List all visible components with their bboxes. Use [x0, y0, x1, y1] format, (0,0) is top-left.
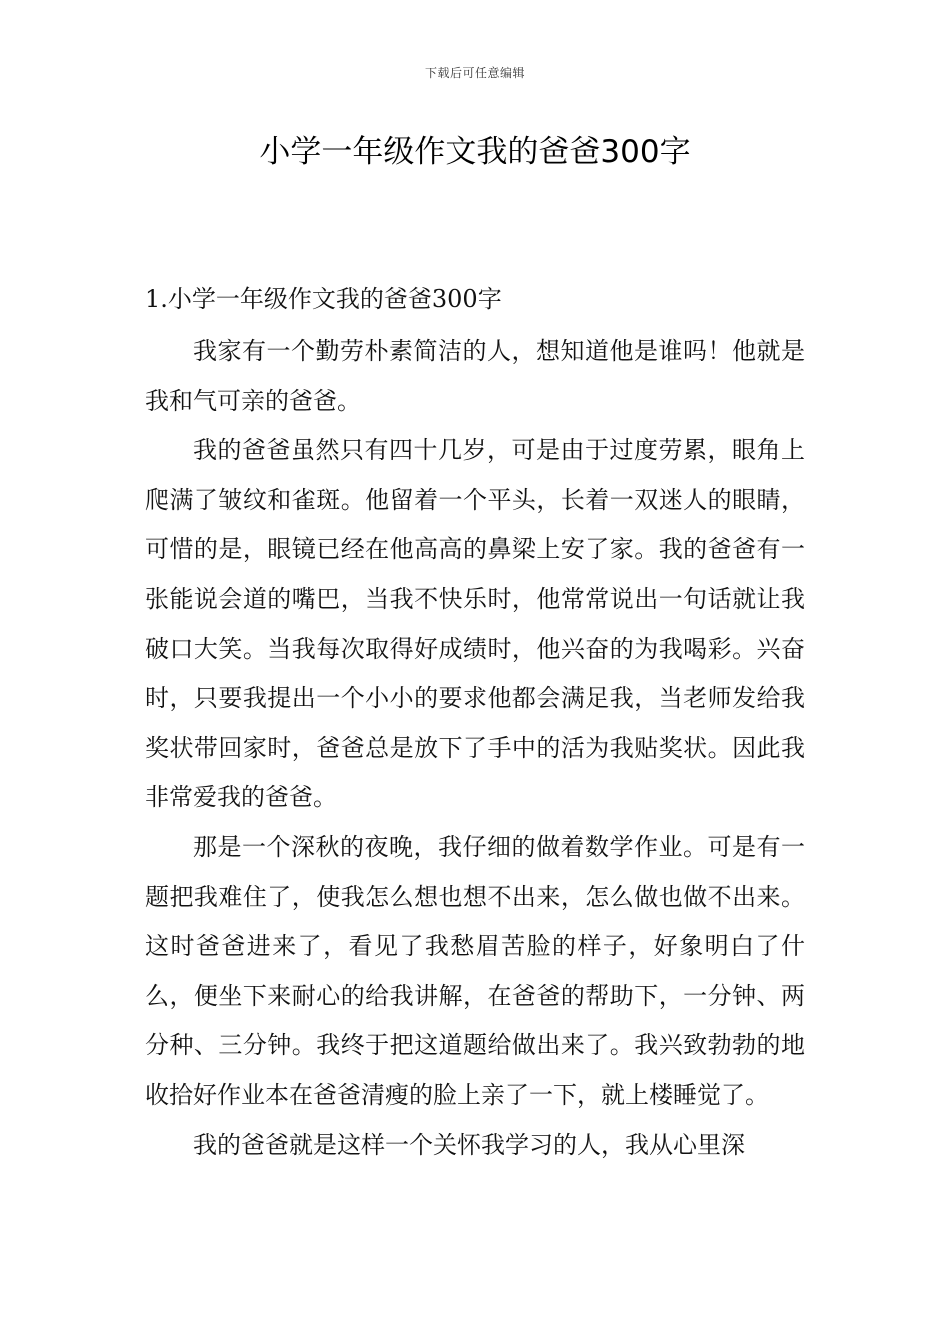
- paragraph-4: 我的爸爸就是这样一个关怀我学习的人，我从心里深: [193, 1130, 745, 1159]
- paragraph-3: 那是一个深秋的夜晚，我仔细的做着数学作业。可是有一题把我难住了，使我怎么想也想不出来，怎么做也做不出来。这时爸爸进来了，看见了我愁眉苦脸的样子，好象明白了什么，便坐下来耐心的给我讲解，在爸爸的帮助下，一分钟、两分种、三分钟。我终于把这道题给做出来了。我兴致勃勃的地收拾好作业本在爸爸清瘦的脸上亲了一下，就上楼睡觉了。: [145, 832, 805, 1109]
- paragraph-1: 我家有一个勤劳朴素简洁的人，想知道他是谁吗！他就是我和气可亲的爸爸。: [145, 337, 805, 415]
- document-body: [145, 279, 805, 1170]
- document-title: 小学一年级作文我的爸爸300字: [259, 134, 691, 170]
- paragraph-2: 我的爸爸虽然只有四十几岁，可是由于过度劳累，眼角上爬满了皱纹和雀斑。他留着一个平头，长着一双迷人的眼睛，可惜的是，眼镜已经在他高高的鼻梁上安了家。我的爸爸有一张能说会道的嘴巴，当我不快乐时，他常常说出一句话就让我破口大笑。当我每次取得好成绩时，他兴奋的为我喝彩。兴奋时，只要我提出一个小小的要求他都会满足我，当老师发给我奖状带回家时，爸爸总是放下了手中的活为我贴奖状。因此我非常爱我的爸爸。: [145, 436, 805, 812]
- header-note: 下载后可任意编辑: [424, 66, 525, 80]
- section-heading: 1.小学一年级作文我的爸爸300字: [145, 285, 502, 313]
